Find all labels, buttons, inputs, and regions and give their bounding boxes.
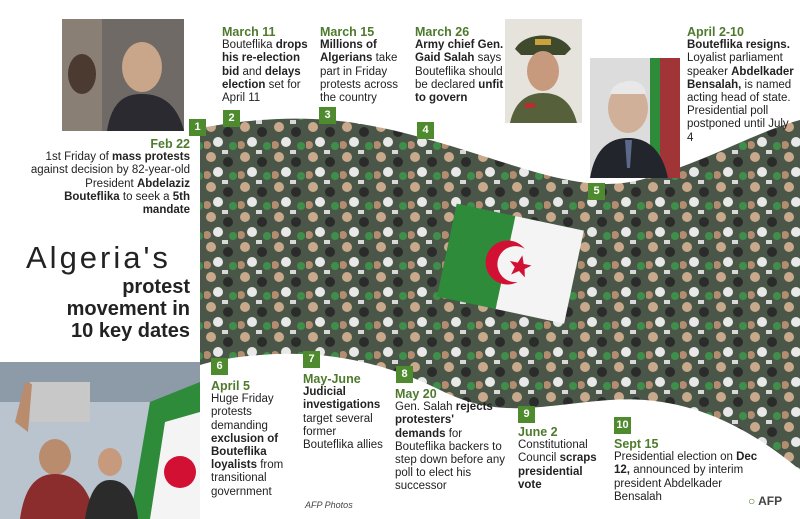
event-5: April 2-10 Bouteflika resigns. Loyalist parliament speaker Abdelkader Bensalah, is named acting head of state. Presidential poll postponed until July 4 <box>687 25 794 144</box>
marker-8: 8 <box>396 366 413 383</box>
bouteflika-photo <box>62 19 184 131</box>
event-2: March 11 Bouteflika drops his re-election bid and delays election set for April 11 <box>222 26 314 105</box>
event-8: May 20 Gen. Salah rejects protesters' demands for Bouteflika backers to step down before any poll to elect his successor <box>395 388 507 494</box>
event-date: March 26 <box>415 25 470 39</box>
event-10: Sept 15 Presidential election on Dec 12, announced by interim president Abdelkader Bensalah <box>614 438 764 504</box>
marker-9: 9 <box>518 406 535 423</box>
event-date: April 5 <box>211 379 250 393</box>
gaid-salah-photo <box>505 19 582 123</box>
event-date: March 15 <box>320 25 375 39</box>
event-9: June 2 Constitutional Council scraps presidential vote <box>518 426 608 492</box>
afp-logo-icon: ○ <box>748 494 756 508</box>
event-6: April 5 Huge Friday protests demanding exclusion of Bouteflika loyalists from transitional government <box>211 380 297 499</box>
event-7: May-June Judicial investigations target several former Bouteflika allies <box>303 373 389 452</box>
protester-photo <box>0 362 200 519</box>
event-date: Feb 22 <box>150 137 190 151</box>
main-title: Algeria's <box>26 240 171 275</box>
marker-1: 1 <box>189 119 206 136</box>
photo-credit: AFP Photos <box>305 500 353 510</box>
event-4: March 26 Army chief Gen. Gaid Salah says Bouteflika should be declared unfit to govern <box>415 25 504 105</box>
marker-5: 5 <box>588 183 605 200</box>
bensalah-photo <box>590 58 680 178</box>
event-3: March 15 Millions of Algerians take part in Friday protests across the country <box>320 26 408 105</box>
marker-7: 7 <box>303 351 320 368</box>
event-date: May-June <box>303 372 361 386</box>
event-date: March 11 <box>222 25 276 39</box>
marker-10: 10 <box>614 417 631 434</box>
event-date: June 2 <box>518 425 558 439</box>
marker-6: 6 <box>211 358 228 375</box>
event-1: Feb 22 1st Friday of mass protests against decision by 82-year-old President Abdelaziz Bouteflika to seek a 5th mandate <box>30 137 190 217</box>
event-date: April 2-10 <box>687 25 744 39</box>
main-subtitle: protest movement in 10 key dates <box>66 276 190 342</box>
marker-2: 2 <box>223 110 240 127</box>
event-date: May 20 <box>395 387 437 401</box>
afp-logo: ○ AFP <box>748 494 783 508</box>
event-date: Sept 15 <box>614 437 659 451</box>
marker-3: 3 <box>319 107 336 124</box>
marker-4: 4 <box>417 122 434 139</box>
